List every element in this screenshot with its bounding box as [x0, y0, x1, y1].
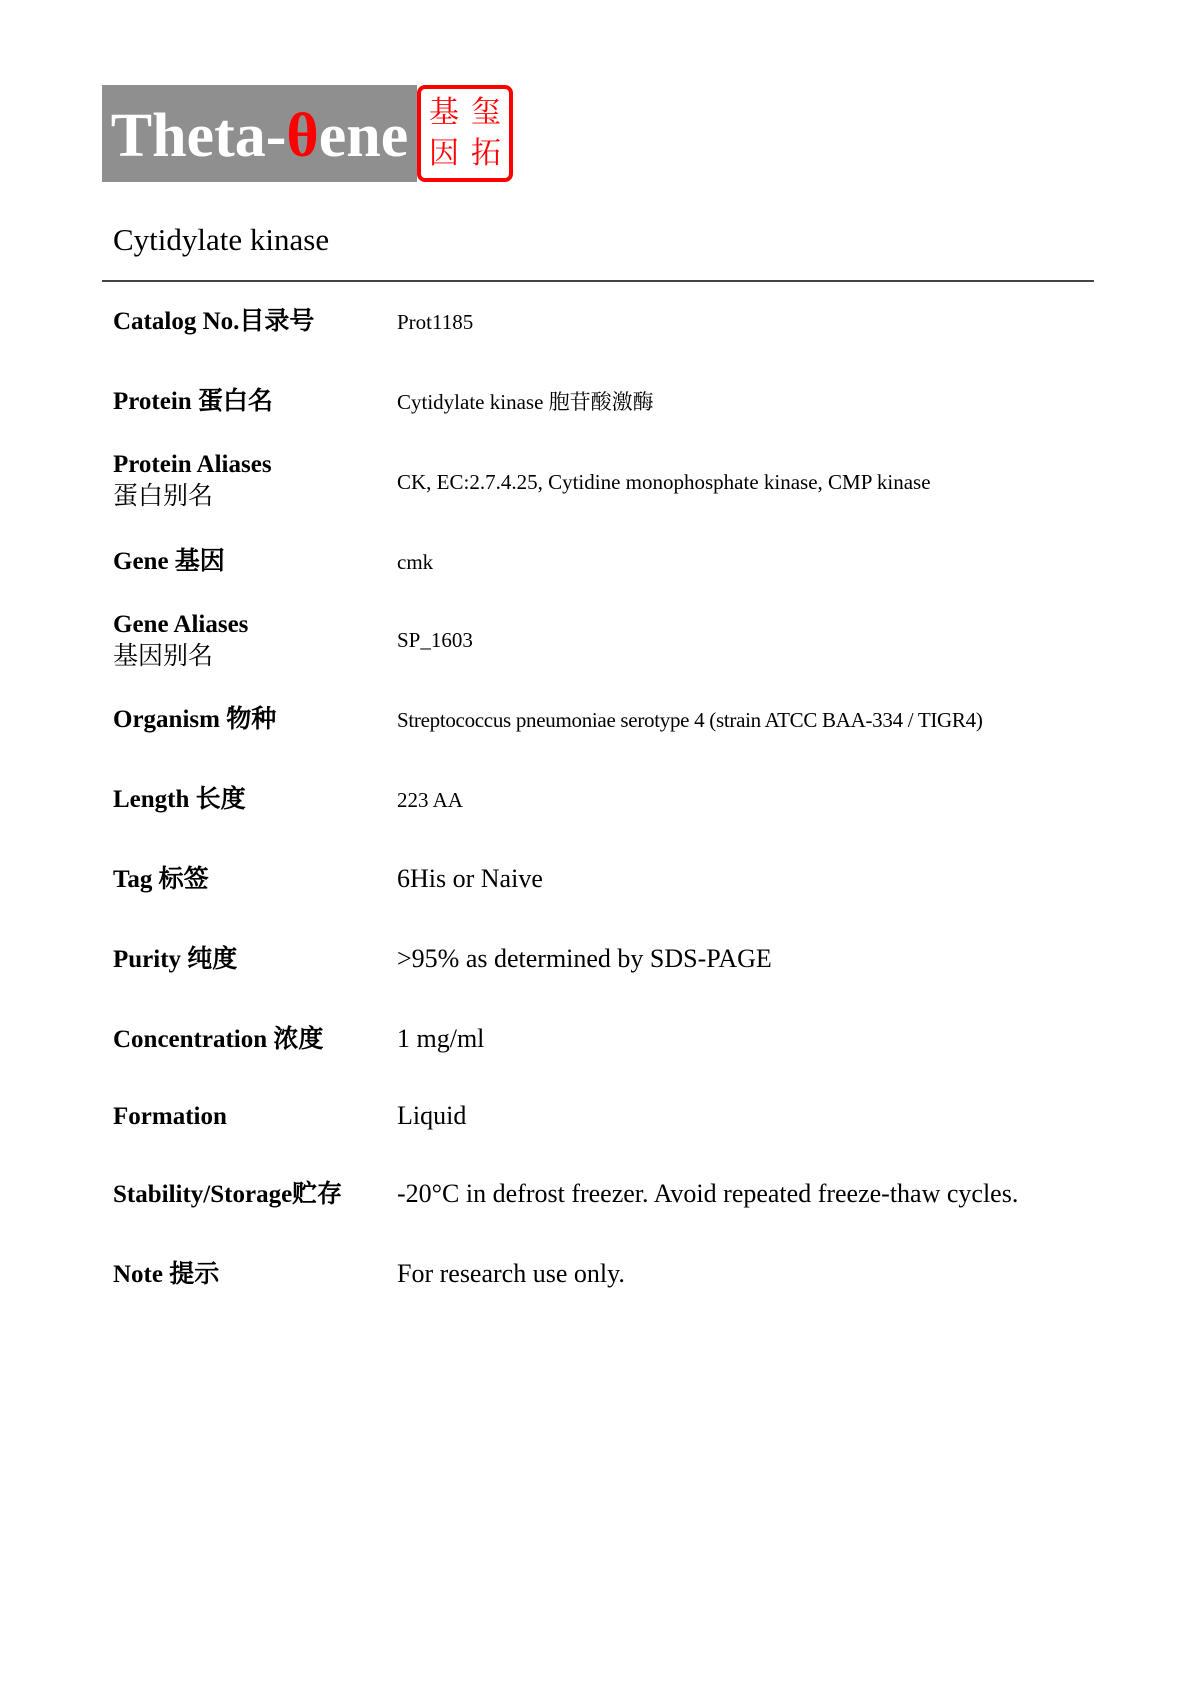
field-label: Organism 物种: [113, 706, 277, 733]
logo-wordmark: [102, 85, 417, 182]
field-value: Cytidylate kinase 胞苷酸激酶: [397, 390, 654, 414]
field-label: Note 提示: [113, 1261, 220, 1288]
seal-char: 玺: [471, 95, 501, 131]
company-logo: [102, 85, 513, 182]
field-value: Liquid: [397, 1101, 467, 1130]
field-label: Gene 基因: [113, 548, 225, 575]
field-value: cmk: [397, 550, 434, 574]
seal-char: 基: [429, 95, 459, 131]
theta-icon: θ: [286, 101, 319, 170]
divider: [102, 280, 1094, 282]
seal-stamp-icon: [417, 85, 513, 182]
field-value: SP_1603: [397, 628, 473, 652]
field-value: For research use only.: [397, 1259, 625, 1288]
field-label-cn: 蛋白别名: [113, 483, 214, 510]
field-value: CK, EC:2.7.4.25, Cytidine monophosphate kinase, CMP kinase: [397, 470, 931, 494]
field-label-cn: 基因别名: [113, 643, 214, 670]
field-label: Length 长度: [113, 786, 246, 813]
field-label: Catalog No.目录号: [113, 308, 315, 335]
seal-char: 因: [429, 135, 459, 171]
field-value: Prot1185: [397, 310, 474, 334]
field-value: >95% as determined by SDS-PAGE: [397, 944, 772, 973]
field-label: Gene Aliases: [113, 611, 249, 638]
field-label: Stability/Storage贮存: [113, 1181, 343, 1208]
field-value: Streptococcus pneumoniae serotype 4 (strain ATCC BAA-334 / TIGR4): [397, 708, 983, 732]
field-label: Concentration 浓度: [113, 1026, 324, 1053]
field-value: 1 mg/ml: [397, 1024, 485, 1053]
field-label: Formation: [113, 1103, 227, 1130]
product-title: Cytidylate kinase: [113, 222, 330, 257]
seal-char: 拓: [471, 135, 501, 171]
field-label: Tag 标签: [113, 866, 209, 893]
field-label: Protein Aliases: [113, 451, 272, 478]
logo-text-before: Theta-: [110, 101, 287, 170]
logo-text-after: ene: [318, 101, 409, 170]
field-value: 223 AA: [397, 788, 463, 812]
field-value: 6His or Naive: [397, 864, 543, 893]
field-label: Protein 蛋白名: [113, 388, 273, 415]
field-label: Purity 纯度: [113, 946, 238, 973]
field-value: -20°C in defrost freezer. Avoid repeated freeze-thaw cycles.: [397, 1179, 1019, 1208]
